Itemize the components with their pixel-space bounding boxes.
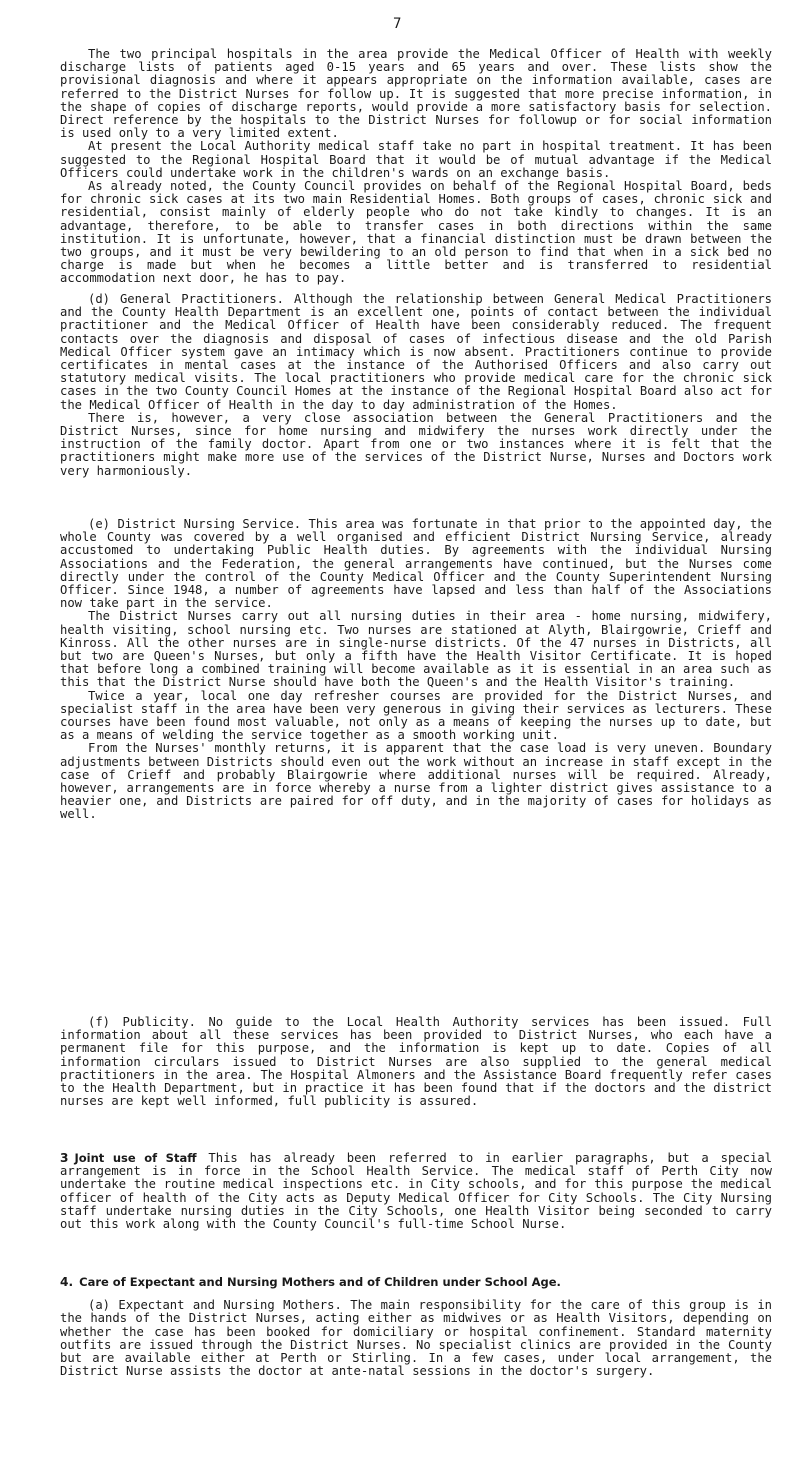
section-title <box>60 1276 772 1289</box>
section-district-nursing <box>60 518 772 822</box>
paragraph: (a) Expectant and Nursing Mothers. The main responsibility for the care of this group is in the hands of the District Nurses, acting either as midwives or as Health Visitors, depending on whether the case has been booked for domiciliary or hospital confinement. Standard maternity outfits are issued through the District Nurses. No specialist clinics are provided in the County but are available either at Perth or Stirling. In a few cases, under local arrangement, the District Nurse assists the doctor at ante-natal sessions in the doctor's surgery. <box>60 1298 772 1379</box>
section-care-of-mothers <box>60 1276 772 1378</box>
section-general-practitioners <box>60 293 772 478</box>
paragraph: (d) General Practitioners. Although the relationship between General Medical Practitioners and the County Health Department is an excellent one, points of contact between the individual practitioner and the Medical Officer of Health have been considerably reduced. The frequent contacts over the diagnosis and disposal of cases of infectious disease and the old Parish Medical Officer system gave an intimacy which is now absent. Practitioners continue to provide certificates in mental cases at the instance of the Authorised Officers and also carry out statutory medical visits. The local practitioners who provide medical care for the chronic sick cases in the two County Council Homes at the instance of the Regional Hospital Board also act for the Medical Officer of Health in the day to day administration of the Homes. <box>60 292 772 412</box>
section-joint-use-of-staff <box>60 1152 772 1231</box>
page-number: 7 <box>393 16 402 32</box>
section-heading: Care of Expectant and Nursing Mothers and of Children under School Age. <box>79 1275 561 1289</box>
paragraph <box>60 1152 772 1231</box>
paragraph: (f) Publicity. No guide to the Local Health Authority services has been issued. Full information about all these services has been provided to District Nurses, who each have a permanent file for this purpose, and the information is kept up to date. Copies of all information circulars issued to District Nurses are also supplied to the general medical practitioners in the area. The Hospital Almoners and the Assistance Board frequently refer cases to the Health Department, but in practice it has been found that if the doctors and the district nurses are kept well informed, full publicity is assured. <box>60 1015 772 1109</box>
paragraph: There is, however, a very close association between the General Practitioners and the District Nurses, since for home nursing and midwifery the nurses work directly under the instruction of the family doctor. Apart from one or two instances where it is felt that the practitioners might make more use of the services of the District Nurse, Nurses and Doctors work very harmoniously. <box>60 410 772 478</box>
section-publicity <box>60 1016 772 1108</box>
paragraph: Twice a year, local one day refresher courses are provided for the District Nurses, and specialist staff in the area have been very generous in giving their services as lecturers. These courses have been found most valuable, not only as a means of keeping the nurses up to date, but as a means of welding the service together as a smooth working unit. <box>60 688 772 743</box>
paragraph: The two principal hospitals in the area provide the Medical Officer of Health with weekly discharge lists of patients aged 0-15 years and 65 years and over. These lists show the provisional diagnosis and where it appears appropriate on the information available, cases are referred to the District Nurses for follow up. It is suggested that more precise information, in the shape of copies of discharge reports, would provide a more satisfactory basis for selection. Direct reference by the hospitals to the District Nurses for followup or for social information is used only to a very limited extent. <box>60 47 772 141</box>
section-heading: Joint use of Staff <box>74 1151 197 1165</box>
section-number: 4. <box>60 1275 74 1289</box>
paragraph: At present the Local Authority medical staff take no part in hospital treatment. It has been suggested to the Regional Hospital Board that it would be of mutual advantage if the Medical Officers could undertake work in the children's wards on an exchange basis. <box>60 139 772 180</box>
paragraph: (e) District Nursing Service. This area was fortunate in that prior to the appointed day, the whole County was covered by a well organised and efficient District Nursing Service, already accustomed to undertaking Public Health duties. By agreements with the individual Nursing Associations and the Federation, the general arrangements have continued, but the Nurses come directly under the control of the County Medical Officer and the County Superintendent Nursing Officer. Since 1948, a number of agreements have lapsed and less than half of the Associations now take part in the service. <box>60 517 772 611</box>
section-text: This has already been referred to in earlier paragraphs, but a special arrangement is in force in the School Health Service. The medical staff of Perth City now undertake the routine medical inspections etc. in City schools, and for this purpose the medical officer of health of the City acts as Deputy Medical Officer for City Schools. The City Nursing staff undertake nursing duties in the City Schools, one Health Visitor being seconded to carry out this work along with the County Council's full-time School Nurse. <box>60 1151 773 1232</box>
paragraph: The District Nurses carry out all nursing duties in their area - home nursing, midwifery, health visiting, school nursing etc. Two nurses are stationed at Alyth, Blairgowrie, Crieff and Kinross. All the other nurses are in single-nurse districts. Of the 47 nurses in Districts, all but two are Queen's Nurses, but only a fifth have the Health Visitor Certificate. It is hoped that before long a combined training will become available as it is essential in an area such as this that the District Nurse should have both the Queen's and the Health Visitor's training. <box>60 609 772 690</box>
document-body <box>60 48 772 286</box>
paragraph: From the Nurses' monthly returns, it is apparent that the case load is very uneven. Boundary adjustments between Districts should even out the work without an increase in staff except in the case of Crieff and probably Blairgowrie where additional nurses will be required. Already, however, arrangements are in force whereby a nurse from a lighter district gives assistance to a heavier one, and Districts are paired for off duty, and in the majority of cases for holidays as well. <box>60 741 772 822</box>
section-number: 3 <box>60 1151 69 1165</box>
paragraph: As already noted, the County Council provides on behalf of the Regional Hospital Board, beds for chronic sick cases at its two main Residential Homes. Both groups of cases, chronic sick and residential, consist mainly of elderly people who do not take kindly to changes. It is an advantage, therefore, to be able to transfer cases in both directions within the same institution. It is unfortunate, however, that a financial distinction must be drawn between the two groups, and it must be very bewildering to an old person to find that when in a sick bed no charge is made but when he becomes a little better and is transferred to residential accommodation next door, he has to pay. <box>60 179 772 286</box>
